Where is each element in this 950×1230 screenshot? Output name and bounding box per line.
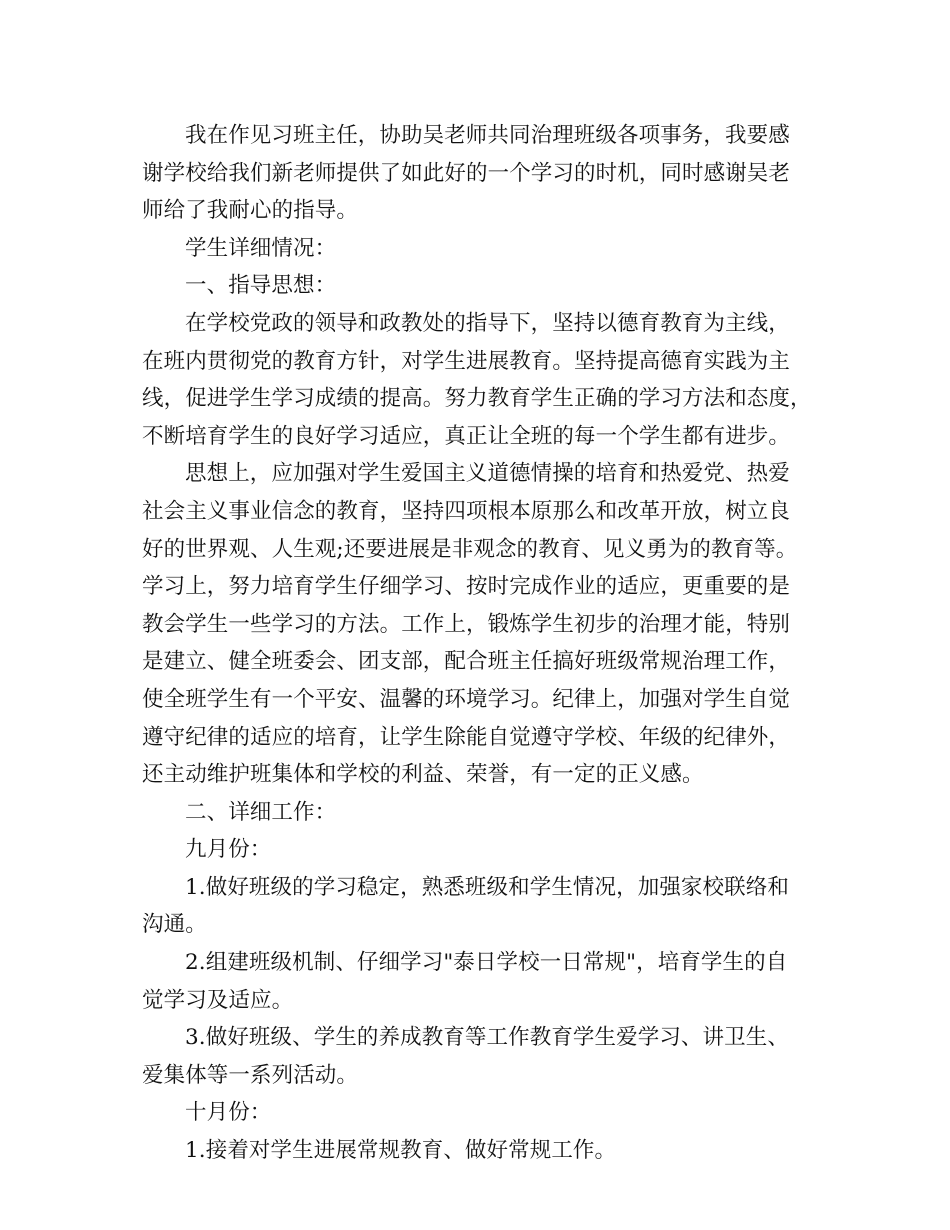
text-line: 师给了我耐心的指导。 bbox=[142, 198, 359, 224]
text-line: 还主动维护班集体和学校的利益、荣誉，有一定的正义感。 bbox=[142, 762, 704, 788]
text-line: 是建立、健全班委会、团支部，配合班主任搞好班级常规治理工作， bbox=[142, 649, 791, 675]
text-line: 线，促进学生学习成绩的提高。努力教育学生正确的学习方法和态度， bbox=[142, 386, 812, 412]
text-line: 社会主义事业信念的教育，坚持四项根本原那么和改革开放，树立良 bbox=[142, 498, 791, 524]
text-line: 觉学习及适应。 bbox=[142, 987, 294, 1013]
text-line: 二、详细工作： bbox=[185, 799, 337, 825]
text-line: 使全班学生有一个平安、温馨的环境学习。纪律上，加强对学生自觉 bbox=[142, 686, 791, 712]
text-line: 谢学校给我们新老师提供了如此好的一个学习的时机，同时感谢吴老 bbox=[142, 160, 791, 186]
text-line: 在学校党政的领导和政教处的指导下，坚持以德育教育为主线， bbox=[185, 310, 790, 336]
text-line: 学习上，努力培育学生仔细学习、按时完成作业的适应，更重要的是 bbox=[142, 574, 791, 600]
text-line: 一、指导思想： bbox=[185, 273, 337, 299]
text-line: 思想上，应加强对学生爱国主义道德情操的培育和热爱党、热爱 bbox=[185, 461, 790, 487]
document-page bbox=[142, 117, 832, 1170]
text-line: 遵守纪律的适应的培育，让学生除能自觉遵守学校、年级的纪律外， bbox=[142, 724, 791, 750]
text-line: 爱集体等一系列活动。 bbox=[142, 1062, 359, 1088]
text-line: 在班内贯彻党的教育方针，对学生进展教育。坚持提高德育实践为主 bbox=[142, 348, 791, 374]
text-line: 好的世界观、人生观;还要进展是非观念的教育、见义勇为的教育等。 bbox=[142, 536, 798, 562]
text-line: 不断培育学生的良好学习适应，真正让全班的每一个学生都有进步。 bbox=[142, 423, 791, 449]
text-line: 九月份： bbox=[185, 837, 272, 863]
text-line: 1.接着对学生进展常规教育、做好常规工作。 bbox=[185, 1138, 617, 1164]
text-line: 2.组建班级机制、仔细学习"泰日学校一日常规"，培育学生的自 bbox=[185, 950, 788, 976]
text-line: 沟通。 bbox=[142, 912, 207, 938]
text-line: 学生详细情况： bbox=[185, 235, 337, 261]
text-line: 我在作见习班主任，协助吴老师共同治理班级各项事务，我要感 bbox=[185, 123, 790, 148]
text-line: 十月份： bbox=[185, 1100, 272, 1126]
text-line: 1.做好班级的学习稳定，熟悉班级和学生情况，加强家校联络和 bbox=[185, 874, 789, 900]
text-line: 教会学生一些学习的方法。工作上，锻炼学生初步的治理才能，特别 bbox=[142, 611, 791, 637]
text-line: 3.做好班级、学生的养成教育等工作教育学生爱学习、讲卫生、 bbox=[185, 1025, 789, 1051]
